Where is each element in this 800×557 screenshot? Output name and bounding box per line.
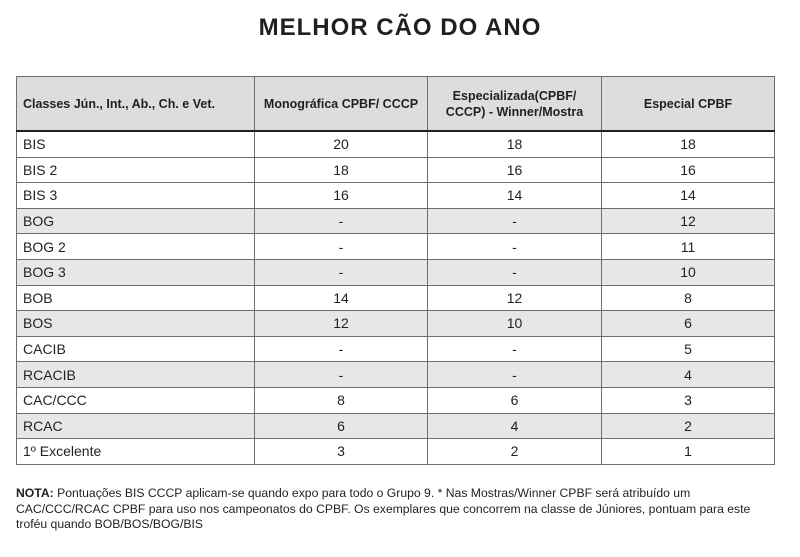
cell-monografica: 14 xyxy=(255,285,428,311)
cell-especializada: - xyxy=(428,234,602,260)
cell-monografica: - xyxy=(255,336,428,362)
cell-especializada: 4 xyxy=(428,413,602,439)
note-text: Pontuações BIS CCCP aplicam-se quando expo para todo o Grupo 9. * Nas Mostras/Winner CPBF será atribuído um CAC/CCC/RCAC CPBF para uso nos campeonatos do CPBF. Os exemplares que concorrem na classe de Júniores, pontuam para este troféu quando BOB/BOS/BOG/BIS xyxy=(16,486,751,531)
points-table xyxy=(16,76,775,465)
cell-especial: 2 xyxy=(602,413,775,439)
row-label: 1º Excelente xyxy=(17,439,255,465)
table-row xyxy=(17,439,775,465)
cell-especializada: 12 xyxy=(428,285,602,311)
cell-monografica: - xyxy=(255,362,428,388)
table-row xyxy=(17,259,775,285)
table-row xyxy=(17,311,775,337)
cell-monografica: 8 xyxy=(255,387,428,413)
cell-especializada: - xyxy=(428,208,602,234)
row-label: BIS xyxy=(17,131,255,157)
table-row xyxy=(17,413,775,439)
cell-monografica: 18 xyxy=(255,157,428,183)
table-row xyxy=(17,387,775,413)
header-row xyxy=(17,77,775,132)
row-label: BOG 3 xyxy=(17,259,255,285)
cell-especializada: - xyxy=(428,336,602,362)
cell-especial: 11 xyxy=(602,234,775,260)
table-row xyxy=(17,131,775,157)
row-label: CACIB xyxy=(17,336,255,362)
header-monografica: Monográfica CPBF/ CCCP xyxy=(255,77,428,132)
row-label: RCAC xyxy=(17,413,255,439)
table-row xyxy=(17,183,775,209)
cell-monografica: - xyxy=(255,208,428,234)
cell-especial: 1 xyxy=(602,439,775,465)
table-row xyxy=(17,336,775,362)
row-label: RCACIB xyxy=(17,362,255,388)
row-label: BIS 2 xyxy=(17,157,255,183)
cell-monografica: 20 xyxy=(255,131,428,157)
cell-especializada: - xyxy=(428,259,602,285)
cell-especializada: - xyxy=(428,362,602,388)
header-especial: Especial CPBF xyxy=(602,77,775,132)
cell-especial: 10 xyxy=(602,259,775,285)
cell-especial: 18 xyxy=(602,131,775,157)
row-label: BOS xyxy=(17,311,255,337)
table-row xyxy=(17,362,775,388)
cell-especializada: 16 xyxy=(428,157,602,183)
cell-especializada: 2 xyxy=(428,439,602,465)
cell-especial: 8 xyxy=(602,285,775,311)
row-label: BIS 3 xyxy=(17,183,255,209)
cell-especial: 4 xyxy=(602,362,775,388)
cell-especial: 5 xyxy=(602,336,775,362)
cell-especial: 6 xyxy=(602,311,775,337)
table-row xyxy=(17,285,775,311)
cell-especial: 3 xyxy=(602,387,775,413)
cell-monografica: - xyxy=(255,259,428,285)
cell-monografica: 12 xyxy=(255,311,428,337)
table-row xyxy=(17,234,775,260)
row-label: BOG 2 xyxy=(17,234,255,260)
cell-especializada: 18 xyxy=(428,131,602,157)
cell-especial: 16 xyxy=(602,157,775,183)
page-title: MELHOR CÃO DO ANO xyxy=(258,14,542,41)
cell-monografica: 3 xyxy=(255,439,428,465)
cell-especializada: 10 xyxy=(428,311,602,337)
table-row xyxy=(17,208,775,234)
cell-especial: 14 xyxy=(602,183,775,209)
footnote xyxy=(16,486,776,533)
cell-especializada: 14 xyxy=(428,183,602,209)
cell-especial: 12 xyxy=(602,208,775,234)
table-row xyxy=(17,157,775,183)
cell-especializada: 6 xyxy=(428,387,602,413)
header-classes: Classes Jún., Int., Ab., Ch. e Vet. xyxy=(17,77,255,132)
row-label: BOG xyxy=(17,208,255,234)
cell-monografica: 16 xyxy=(255,183,428,209)
cell-monografica: - xyxy=(255,234,428,260)
row-label: CAC/CCC xyxy=(17,387,255,413)
cell-monografica: 6 xyxy=(255,413,428,439)
header-especializada: Especializada(CPBF/ CCCP) - Winner/Mostra xyxy=(428,77,602,132)
row-label: BOB xyxy=(17,285,255,311)
note-label: NOTA: xyxy=(16,486,54,500)
